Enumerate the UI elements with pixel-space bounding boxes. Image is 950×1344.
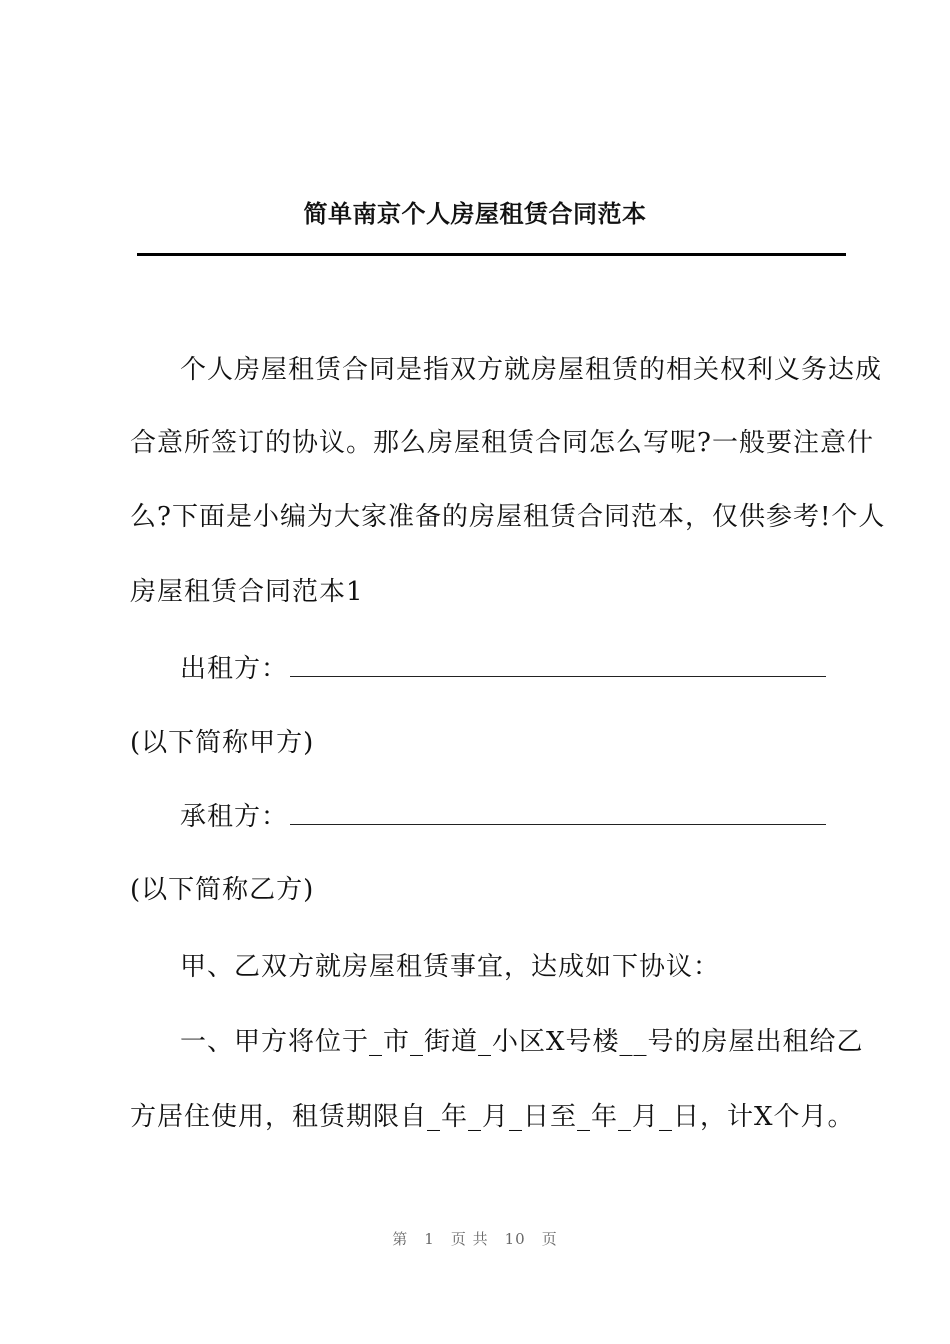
page-title: 简单南京个人房屋租赁合同范本 — [303, 200, 647, 228]
intro-line-3: 么?下面是小编为大家准备的房屋租赁合同范本，仅供参考!个人 — [130, 502, 886, 532]
lessor-blank — [290, 650, 826, 677]
intro-line-2: 合意所签订的协议。那么房屋租赁合同怎么写呢?一般要注意什 — [130, 428, 874, 458]
footer-prefix: 第 — [392, 1230, 409, 1248]
footer-suffix: 页 — [541, 1230, 558, 1248]
title-underline — [137, 253, 846, 256]
footer-middle: 页 共 — [450, 1230, 489, 1248]
footer-page-number: 1 — [424, 1230, 435, 1248]
lessor-row — [180, 650, 910, 687]
clause-1-line-2: 方居住使用，租赁期限自_年_月_日至_年_月_日，计X个月。 — [130, 1102, 855, 1132]
lessee-label: 承租方： — [180, 802, 289, 832]
intro-line-1: 个人房屋租赁合同是指双方就房屋租赁的相关权利义务达成 — [180, 355, 883, 385]
intro-line-4: 房屋租赁合同范本1 — [130, 577, 364, 607]
agreement-intro: 甲、乙双方就房屋租赁事宜，达成如下协议： — [180, 952, 721, 982]
lessor-label: 出租方： — [180, 654, 289, 684]
lessor-note: (以下简称甲方) — [130, 728, 315, 758]
lessee-blank — [290, 798, 826, 825]
clause-1-line-1: 一、甲方将位于_市_街道_小区X号楼__号的房屋出租给乙 — [180, 1027, 864, 1057]
footer-page-total: 10 — [504, 1230, 526, 1248]
page-footer — [0, 1228, 950, 1250]
lessee-row — [180, 798, 910, 835]
lessee-note: (以下简称乙方) — [130, 875, 315, 905]
